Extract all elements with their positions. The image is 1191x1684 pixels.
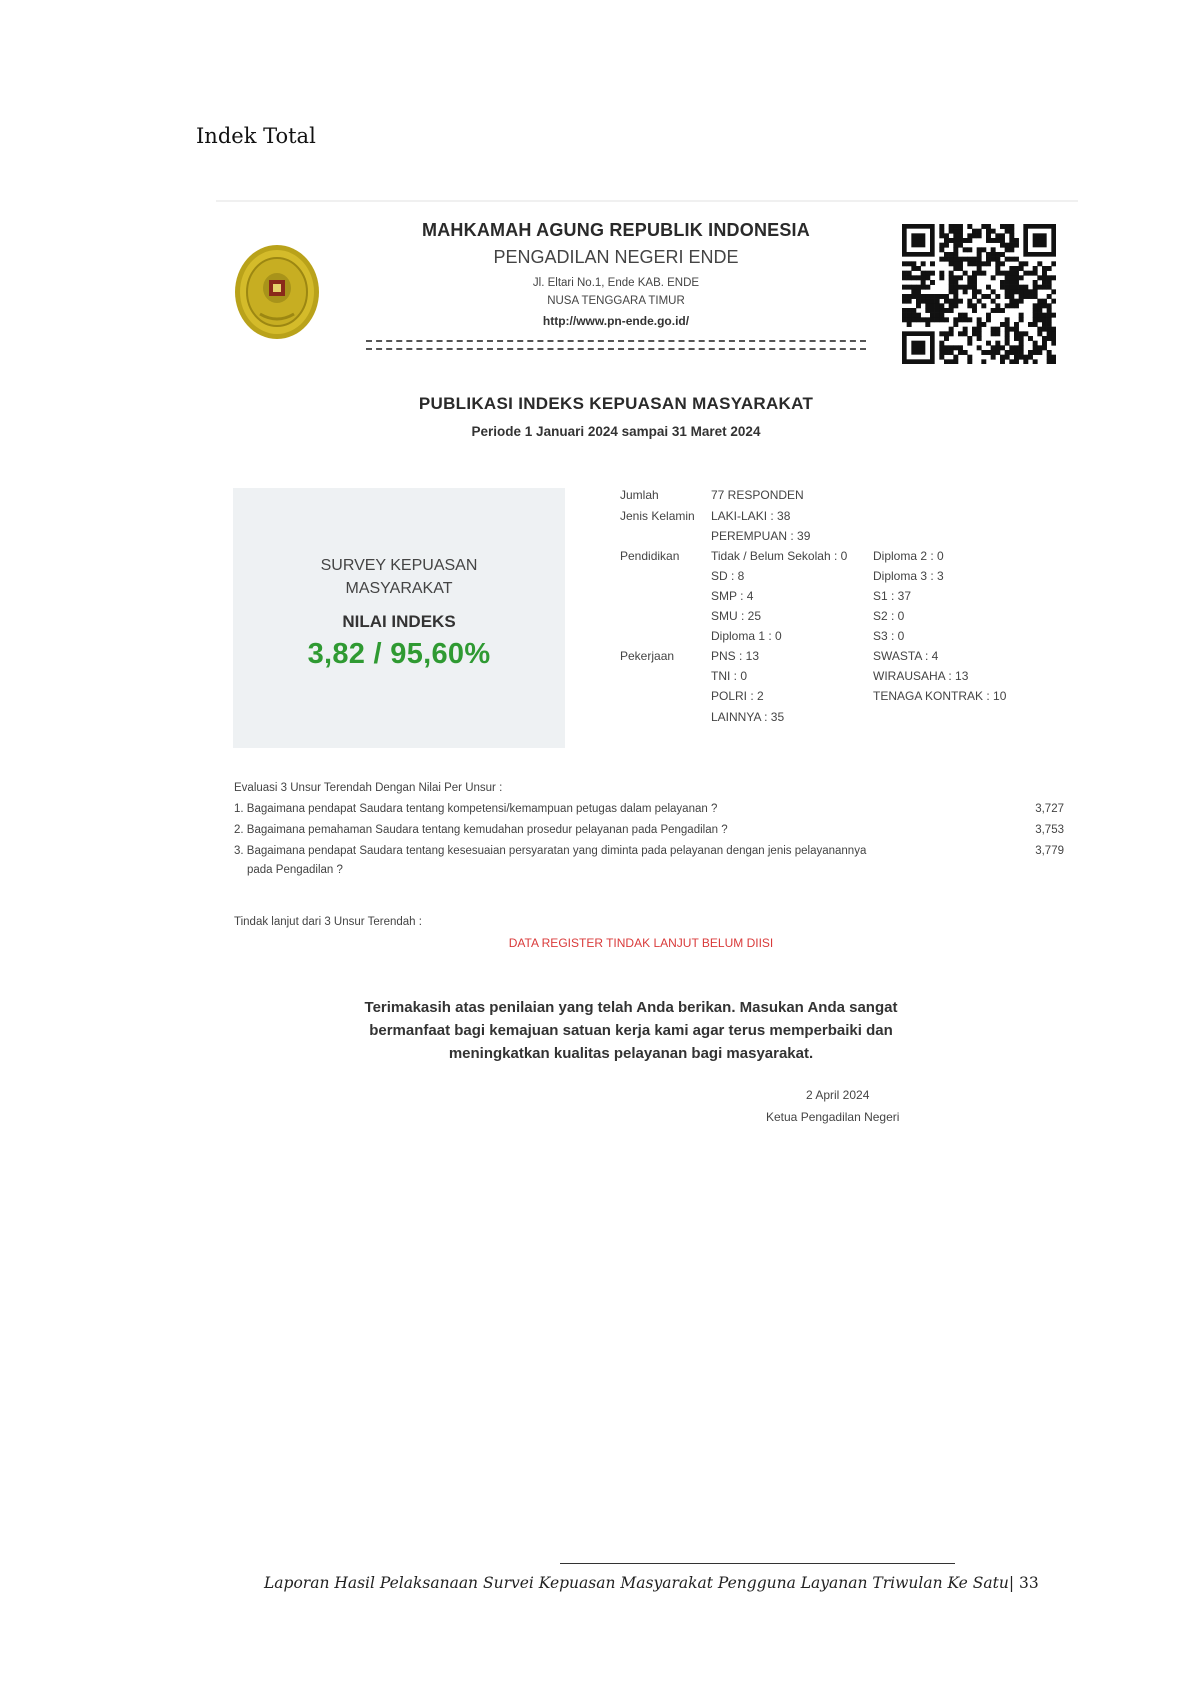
jumlah-value: 77 RESPONDEN bbox=[711, 488, 804, 502]
thank-you-line-1: Terimakasih atas penilaian yang telah Anda berikan. Masukan Anda sangat bbox=[364, 999, 898, 1016]
followup-label: Tindak lanjut dari 3 Unsur Terendah : bbox=[234, 916, 422, 928]
gender-male: LAKI-LAKI : 38 bbox=[711, 509, 791, 523]
evaluation-question: 3. Bagaimana pendapat Saudara tentang kesesuaian persyaratan yang diminta pada pelayanan dengan jenis pelayanannya bbox=[234, 845, 867, 857]
section-heading: Indek Total bbox=[196, 124, 316, 148]
evaluation-question-continued: pada Pengadilan ? bbox=[247, 864, 343, 876]
organization-name: MAHKAMAH AGUNG REPUBLIK INDONESIA bbox=[422, 220, 810, 240]
letterhead bbox=[366, 220, 866, 328]
page-number: | 33 bbox=[1008, 1574, 1039, 1592]
gender-female: PEREMPUAN : 39 bbox=[711, 529, 811, 543]
thank-you-message bbox=[316, 996, 946, 1065]
evaluation-item bbox=[234, 800, 1004, 819]
jumlah-label: Jumlah bbox=[620, 488, 659, 502]
job-item: WIRAUSAHA : 13 bbox=[873, 669, 969, 683]
job-item: TENAGA KONTRAK : 10 bbox=[873, 689, 1007, 703]
followup-status: DATA REGISTER TINDAK LANJUT BELUM DIISI bbox=[508, 936, 774, 950]
gender-label: Jenis Kelamin bbox=[620, 509, 695, 523]
job-item: SWASTA : 4 bbox=[873, 649, 939, 663]
evaluation-score: 3,727 bbox=[1035, 803, 1064, 815]
evaluation-item bbox=[234, 842, 1004, 880]
job-item: TNI : 0 bbox=[711, 669, 748, 683]
evaluation-item bbox=[234, 821, 1004, 840]
index-score: 3,82 / 95,60% bbox=[307, 638, 491, 670]
education-item: S2 : 0 bbox=[873, 609, 905, 623]
court-seal-icon bbox=[234, 244, 320, 340]
footer-report-title: Laporan Hasil Pelaksanaan Survei Kepuasan Masyarakat Pengguna Layanan Triwulan Ke Satu bbox=[264, 1574, 1009, 1592]
page-footer bbox=[264, 1574, 1054, 1592]
address-line-1: Jl. Eltari No.1, Ende KAB. ENDE bbox=[532, 277, 700, 289]
evaluation-score: 3,779 bbox=[1035, 845, 1064, 857]
court-name: PENGADILAN NEGERI ENDE bbox=[493, 247, 739, 267]
job-label: Pekerjaan bbox=[620, 649, 675, 663]
education-item: Diploma 2 : 0 bbox=[873, 549, 944, 563]
thank-you-line-3: meningkatkan kualitas pelayanan bagi masyarakat. bbox=[448, 1045, 814, 1062]
education-item: Diploma 3 : 3 bbox=[873, 569, 944, 583]
index-label: NILAI INDEKS bbox=[342, 612, 456, 631]
education-item: Tidak / Belum Sekolah : 0 bbox=[711, 549, 848, 563]
job-item: LAINNYA : 35 bbox=[711, 710, 785, 724]
publication-title: PUBLIKASI INDEKS KEPUASAN MASYARAKAT bbox=[418, 394, 814, 413]
signature-title: Ketua Pengadilan Negeri bbox=[766, 1110, 900, 1124]
education-item: S1 : 37 bbox=[873, 589, 912, 603]
education-item: Diploma 1 : 0 bbox=[711, 629, 782, 643]
survey-publication-screenshot bbox=[216, 200, 1078, 1142]
survey-label-line-1: SURVEY KEPUASAN bbox=[320, 557, 478, 574]
evaluation-title: Evaluasi 3 Unsur Terendah Dengan Nilai Per Unsur : bbox=[234, 782, 503, 794]
education-item: SMU : 25 bbox=[711, 609, 762, 623]
job-item: PNS : 13 bbox=[711, 649, 760, 663]
evaluation-question: 1. Bagaimana pendapat Saudara tentang kompetensi/kemampuan petugas dalam pelayanan ? bbox=[234, 803, 718, 815]
letterhead-separator bbox=[366, 340, 866, 350]
publication-period: Periode 1 Januari 2024 sampai 31 Maret 2024 bbox=[471, 424, 761, 439]
footer-rule bbox=[560, 1563, 955, 1564]
education-item: SD : 8 bbox=[711, 569, 745, 583]
education-item: SMP : 4 bbox=[711, 589, 754, 603]
survey-label-line-2: MASYARAKAT bbox=[345, 580, 453, 597]
website-link[interactable]: http://www.pn-ende.go.id/ bbox=[542, 314, 690, 328]
address-line-2: NUSA TENGGARA TIMUR bbox=[547, 295, 685, 307]
evaluation-score: 3,753 bbox=[1035, 824, 1064, 836]
index-score-card bbox=[233, 488, 565, 748]
education-label: Pendidikan bbox=[620, 549, 680, 563]
thank-you-line-2: bermanfaat bagi kemajuan satuan kerja kami agar terus memperbaiki dan bbox=[369, 1022, 893, 1039]
job-item: POLRI : 2 bbox=[711, 689, 764, 703]
evaluation-question: 2. Bagaimana pemahaman Saudara tentang kemudahan prosedur pelayanan pada Pengadilan ? bbox=[234, 824, 728, 836]
qr-code-icon bbox=[902, 224, 1056, 364]
signature-date: 2 April 2024 bbox=[806, 1088, 870, 1102]
education-item: S3 : 0 bbox=[873, 629, 905, 643]
